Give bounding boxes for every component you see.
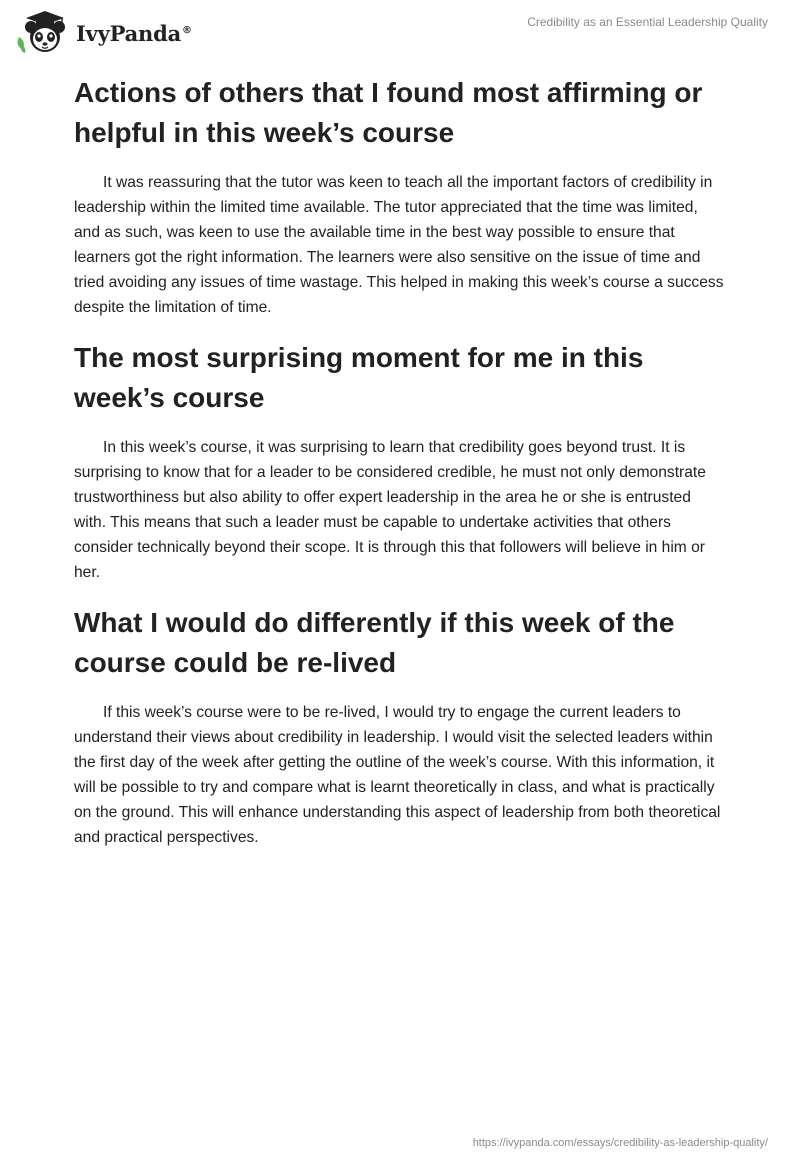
section-heading: Actions of others that I found most affirming or helpful in this week’s course [74, 77, 703, 148]
page-header [0, 0, 800, 64]
ivypanda-logo[interactable] [16, 10, 192, 54]
section-affirming-actions [74, 73, 726, 320]
brand-name: IvyPanda® [76, 20, 192, 46]
section-paragraph: If this week’s course were to be re-lived, I would try to engage the current leaders to understand their views about credibility in leadership. I would visit the selected leaders within the first day of the week after getting the outline of the week’s course. With this information, it will be possible to try and compare what is learnt theoretically in class, and what is practically on the ground. This will enhance understanding this aspect of leadership from both theoretical and practical perspectives. [74, 704, 721, 846]
section-heading: The most surprising moment for me in this week’s course [74, 342, 644, 413]
section-paragraph: It was reassuring that the tutor was keen to teach all the important factors of credibility in leadership within the limited time available. The tutor appreciated that the time was limited, and as such, was keen to use the available time in the best way possible to ensure that learners got the right information. The learners were also sensitive on the issue of time and tried avoiding any issues of time wastage. This helped in making this week’s course a success despite the limitation of time. [74, 174, 724, 316]
section-do-differently [74, 603, 726, 850]
document-title: Credibility as an Essential Leadership Quality [527, 15, 768, 29]
section-surprising-moment [74, 338, 726, 585]
section-heading: What I would do differently if this week of the course could be re-lived [74, 607, 675, 678]
essay-content [74, 73, 726, 868]
section-paragraph: In this week’s course, it was surprising to learn that credibility goes beyond trust. It is surprising to know that for a leader to be considered credible, he must not only demonstrate trustworthiness but also ability to offer expert leadership in the area he or she is entrusted with. This means that such a leader must be capable to undertake activities that others consider technically beyond their scope. It is through this that followers will believe in him or her. [74, 439, 706, 581]
registered-mark: ® [182, 24, 192, 36]
source-url-link[interactable]: https://ivypanda.com/essays/credibility-as-leadership-quality/ [472, 1137, 768, 1149]
panda-graduation-cap-icon [16, 9, 70, 55]
